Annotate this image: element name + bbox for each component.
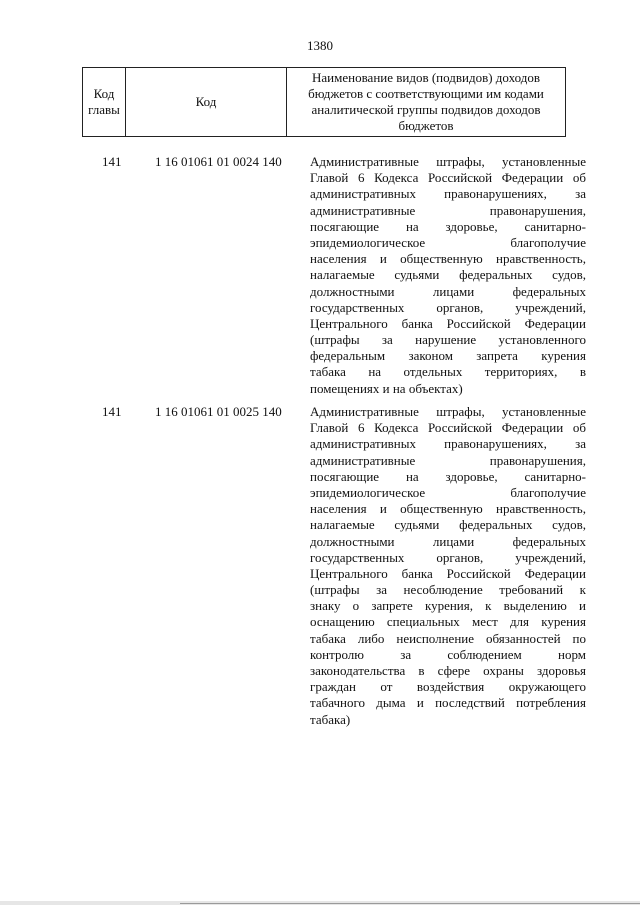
row-kod-glavy: 141	[102, 404, 122, 419]
row-name-line: налагаемые судьями федеральных судов,	[310, 267, 586, 283]
row-name-line: Главой 6 Кодекса Российской Федерации об	[310, 420, 586, 436]
scan-edge	[0, 901, 640, 905]
row-name-line: знаку о запрете курения, к выделению и	[310, 598, 586, 614]
row-name-line: (штрафы за несоблюдение требований к	[310, 582, 586, 598]
row-name-line: эпидемиологическое благополучие	[310, 234, 586, 250]
row-name-line: населения и общественную нравственность,	[310, 501, 586, 517]
row-name-line: Центрального банка Российской Федерации	[310, 565, 586, 581]
row-kod-glavy: 141	[102, 154, 122, 169]
row-name-line: Административные штрафы, установленные	[310, 154, 586, 169]
row-name-line: эпидемиологическое благополучие	[310, 484, 586, 500]
row-name-line: должностными лицами федеральных	[310, 533, 586, 549]
row-name-line: посягающие на здоровье, санитарно-	[310, 218, 586, 234]
row-name-line: контролю за соблюдением норм	[310, 646, 586, 662]
row-kod: 1 16 01061 01 0024 140	[155, 154, 282, 169]
header-name-line: бюджетов с соответствующими им кодами	[308, 86, 544, 101]
row-name-line: оснащению специальных мест для курения	[310, 614, 586, 630]
row-name-line: табака либо неисполнение обязанностей по	[310, 630, 586, 646]
header-name	[287, 68, 566, 137]
row-name-line: административных правонарушениях, за	[310, 436, 586, 452]
scan-edge-line	[180, 903, 640, 904]
header-kod-glavy	[83, 68, 126, 137]
table-header	[82, 67, 566, 137]
row-name-line: налагаемые судьями федеральных судов,	[310, 517, 586, 533]
row-name-line: табачного дыма и последствий потребления	[310, 695, 586, 711]
header-name-line: бюджетов	[398, 118, 454, 133]
row-name-line: Административные штрафы, установленные	[310, 404, 586, 419]
row-name-line: Центрального банка Российской Федерации	[310, 315, 586, 331]
row-name-line: Главой 6 Кодекса Российской Федерации об	[310, 170, 586, 186]
row-name	[310, 404, 586, 728]
header-name-line: Наименование видов (подвидов) доходов	[312, 70, 540, 85]
header-kod-glavy-line: главы	[88, 102, 120, 117]
row-name-line: административные правонарушения,	[310, 202, 586, 218]
row-name-line: государственных органов, учреждений,	[310, 549, 586, 565]
page-number: 1380	[307, 38, 333, 53]
row-name-line: государственных органов, учреждений,	[310, 299, 586, 315]
row-name-line: посягающие на здоровье, санитарно-	[310, 468, 586, 484]
row-name-line: федеральным законом запрета курения	[310, 348, 586, 364]
row-name-line: (штрафы за нарушение установленного	[310, 332, 586, 348]
row-name-line: административных правонарушениях, за	[310, 186, 586, 202]
row-kod: 1 16 01061 01 0025 140	[155, 404, 282, 419]
row-name	[310, 154, 586, 397]
header-name-line: аналитической группы подвидов доходов	[311, 102, 541, 117]
row-name-line: табака на отдельных территориях, в	[310, 364, 586, 380]
row-name-line: административные правонарушения,	[310, 452, 586, 468]
header-kod: Код	[126, 68, 287, 137]
row-name-line: законодательства в сфере охраны здоровья	[310, 663, 586, 678]
row-name-line: должностными лицами федеральных	[310, 283, 586, 299]
row-name-line: граждан от воздействия окружающего	[310, 679, 586, 695]
row-name-line: помещениях и на объектах)	[310, 380, 463, 396]
header-kod-glavy-line: Код	[93, 86, 115, 101]
row-name-line: населения и общественную нравственность,	[310, 251, 586, 267]
row-name-line: табака)	[310, 711, 351, 727]
